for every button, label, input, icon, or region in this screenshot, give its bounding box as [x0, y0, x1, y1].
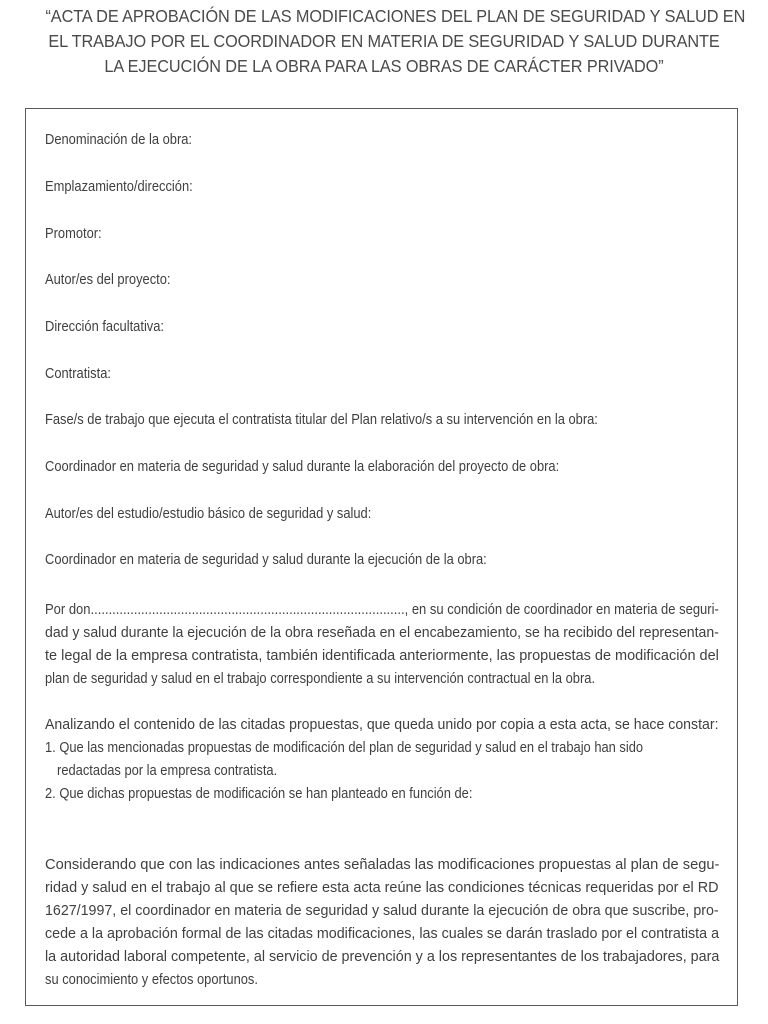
field-coordinador-proyecto: Coordinador en materia de seguridad y salud durante la elaboración del proyecto de obra: — [45, 458, 560, 475]
field-fases-trabajo: Fase/s de trabajo que ejecuta el contratista titular del Plan relativo/s a su intervención en la obra: — [45, 411, 598, 428]
paragraph-analisis — [45, 713, 719, 805]
paragraph-line: Considerando que con las indicaciones antes señaladas las modificaciones propuestas al plan de segu- — [45, 856, 720, 873]
field-denominacion-obra: Denominación de la obra: — [45, 131, 193, 148]
field-autor-estudio: Autor/es del estudio/estudio básico de seguridad y salud: — [45, 505, 372, 522]
paragraph-line: plan de seguridad y salud en el trabajo correspondiente a su intervención contractual en la obra. — [45, 670, 596, 687]
paragraph-line: dad y salud durante la ejecución de la obra reseñada en el encabezamiento, se ha recibido del representan- — [45, 624, 719, 641]
paragraph-line: cede a la aprobación formal de las citadas modificaciones, las cuales se darán traslado por el contratista a — [45, 925, 720, 942]
field-coordinador-ejecucion: Coordinador en materia de seguridad y salud durante la ejecución de la obra: — [45, 551, 487, 568]
paragraph-line: Analizando el contenido de las citadas propuestas, que queda unido por copia a esta acta, se hace constar: — [45, 716, 719, 733]
paragraph-line: la autoridad laboral competente, al servicio de prevención y a los representantes de los trabajadores, para — [45, 948, 720, 965]
paragraph-line: 1627/1997, el coordinador en materia de seguridad y salud durante la ejecución de obra que suscribe, pro- — [45, 902, 719, 919]
paragraph-aprobacion — [45, 853, 719, 991]
field-contratista: Contratista: — [45, 365, 111, 382]
title-line-1: “ACTA DE APROBACIÓN DE LAS MODIFICACIONES DEL PLAN DE SEGURIDAD Y SALUD EN — [45, 6, 746, 26]
list-item-2: 2. Que dichas propuestas de modificación se han planteado en función de: — [45, 785, 473, 802]
title-line-2: EL TRABAJO POR EL COORDINADOR EN MATERIA DE SEGURIDAD Y SALUD DURANTE — [48, 31, 720, 51]
document-title — [45, 4, 746, 79]
field-promotor: Promotor: — [45, 225, 102, 242]
field-autor-proyecto: Autor/es del proyecto: — [45, 271, 171, 288]
field-direccion-facultativa: Dirección facultativa: — [45, 318, 165, 335]
list-item-1: 1. Que las mencionadas propuestas de modificación del plan de seguridad y salud en el trabajo han sido — [45, 739, 644, 756]
paragraph-recepcion — [45, 598, 719, 690]
field-emplazamiento: Emplazamiento/dirección: — [45, 178, 193, 195]
list-item-1-continuation: redactadas por la empresa contratista. — [57, 762, 278, 779]
title-line-3: LA EJECUCIÓN DE LA OBRA PARA LAS OBRAS DE CARÁCTER PRIVADO” — [104, 56, 664, 76]
paragraph-line: Por don......................................................................................., en su condición de coordinador en materia de seguri- — [45, 601, 719, 618]
paragraph-line: su conocimiento y efectos oportunos. — [45, 971, 258, 988]
paragraph-line: te legal de la empresa contratista, también identificada anteriormente, las propuestas de modificación del — [45, 647, 719, 664]
paragraph-line: ridad y salud en el trabajo al que se refiere esta acta reúne las condiciones técnicas requeridas por el RD — [45, 879, 719, 896]
